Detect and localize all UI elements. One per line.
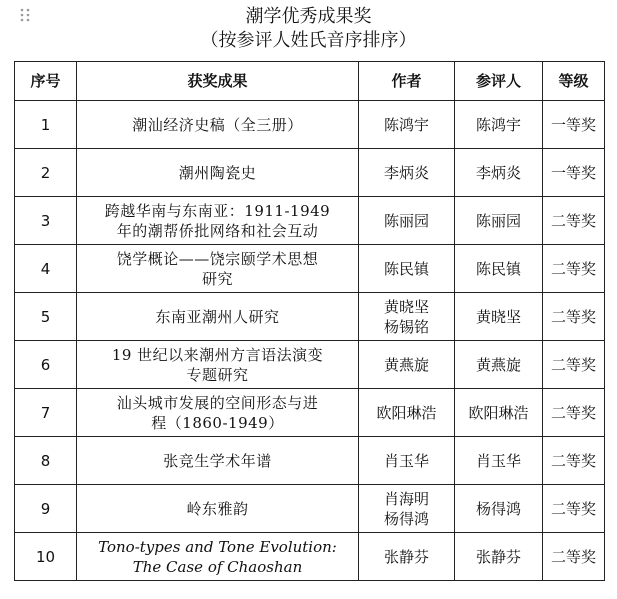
row-grade: 二等奖 [543, 293, 605, 341]
row-number: 4 [15, 245, 77, 293]
work-title-line: 岭东雅韵 [186, 499, 249, 518]
header-grade: 等级 [543, 62, 605, 101]
table-body [15, 101, 605, 581]
row-applicant: 黄燕旋 [455, 341, 543, 389]
row-number: 8 [15, 437, 77, 485]
row-author [359, 341, 455, 389]
row-author [359, 389, 455, 437]
author-name: 陈民镇 [383, 259, 429, 278]
row-grade: 二等奖 [543, 437, 605, 485]
page-subtitle: （按参评人姓氏音序排序） [200, 30, 417, 51]
row-applicant: 陈鸿宇 [455, 101, 543, 149]
row-author [359, 437, 455, 485]
work-title-line: 东南亚潮州人研究 [155, 307, 280, 326]
row-author [359, 293, 455, 341]
page-title: 潮学优秀成果奖 [245, 6, 372, 27]
row-applicant: 杨得鸿 [455, 485, 543, 533]
table-row [15, 149, 605, 197]
author-name: 陈鸿宇 [383, 115, 429, 134]
work-title-line: Tono-types and Tone Evolution: [98, 537, 337, 556]
header-work: 获奖成果 [77, 62, 359, 101]
table-row [15, 245, 605, 293]
work-title-line: 潮州陶瓷史 [178, 163, 257, 182]
header-applicant: 参评人 [455, 62, 543, 101]
row-work [77, 101, 359, 149]
row-applicant: 肖玉华 [455, 437, 543, 485]
row-number: 7 [15, 389, 77, 437]
row-work [77, 197, 359, 245]
author-name: 欧阳琳浩 [376, 403, 437, 422]
row-grade: 二等奖 [543, 245, 605, 293]
row-applicant: 张静芬 [455, 533, 543, 581]
work-title-line: 汕头城市发展的空间形态与进 [116, 393, 319, 412]
row-author [359, 533, 455, 581]
row-work [77, 245, 359, 293]
work-title-line: 张竞生学术年谱 [163, 451, 272, 470]
row-grade: 一等奖 [543, 149, 605, 197]
table-row [15, 293, 605, 341]
row-work [77, 437, 359, 485]
author-name: 肖海明 [383, 489, 429, 508]
work-title-line: 年的潮帮侨批网络和社会互动 [116, 221, 319, 240]
author-name: 杨得鸿 [383, 509, 429, 528]
row-applicant: 黄晓坚 [455, 293, 543, 341]
row-work [77, 293, 359, 341]
row-work [77, 485, 359, 533]
row-number: 5 [15, 293, 77, 341]
row-grade: 二等奖 [543, 533, 605, 581]
row-grade: 一等奖 [543, 101, 605, 149]
table-row [15, 197, 605, 245]
row-author [359, 245, 455, 293]
author-name: 李炳炎 [383, 163, 429, 182]
row-number: 10 [15, 533, 77, 581]
row-author [359, 101, 455, 149]
row-applicant: 陈民镇 [455, 245, 543, 293]
row-number: 9 [15, 485, 77, 533]
work-title-line: 研究 [201, 269, 233, 288]
row-author [359, 485, 455, 533]
header-author: 作者 [359, 62, 455, 101]
work-title-line: 潮汕经济史稿（全三册） [132, 115, 303, 134]
header-number: 序号 [15, 62, 77, 101]
author-name: 陈丽园 [383, 211, 429, 230]
row-work [77, 149, 359, 197]
author-name: 杨锡铭 [383, 317, 429, 336]
table-row [15, 389, 605, 437]
awards-table [14, 61, 605, 581]
author-name: 肖玉华 [383, 451, 429, 470]
row-applicant: 陈丽园 [455, 197, 543, 245]
work-title-line: 跨越华南与东南亚：1911-1949 [104, 201, 331, 220]
row-grade: 二等奖 [543, 341, 605, 389]
row-applicant: 欧阳琳浩 [455, 389, 543, 437]
row-work [77, 341, 359, 389]
row-number: 3 [15, 197, 77, 245]
row-grade: 二等奖 [543, 197, 605, 245]
work-title-line: 饶学概论——饶宗颐学术思想 [116, 249, 319, 268]
table-row [15, 485, 605, 533]
author-name: 张静芬 [383, 547, 429, 566]
row-number: 2 [15, 149, 77, 197]
table-row [15, 437, 605, 485]
row-author [359, 197, 455, 245]
table-row [15, 101, 605, 149]
row-work [77, 533, 359, 581]
author-name: 黄燕旋 [383, 355, 429, 374]
author-name: 黄晓坚 [383, 297, 429, 316]
table-row [15, 341, 605, 389]
row-number: 1 [15, 101, 77, 149]
table-header-row [15, 62, 605, 101]
row-number: 6 [15, 341, 77, 389]
row-work [77, 389, 359, 437]
row-applicant: 李炳炎 [455, 149, 543, 197]
work-title-line: 19 世纪以来潮州方言语法演变 [111, 345, 324, 364]
work-title-line: 专题研究 [186, 365, 249, 384]
row-author [359, 149, 455, 197]
work-title-line: The Case of Chaoshan [132, 557, 303, 576]
row-grade: 二等奖 [543, 389, 605, 437]
table-row [15, 533, 605, 581]
work-title-line: 程（1860-1949） [151, 413, 284, 432]
row-grade: 二等奖 [543, 485, 605, 533]
